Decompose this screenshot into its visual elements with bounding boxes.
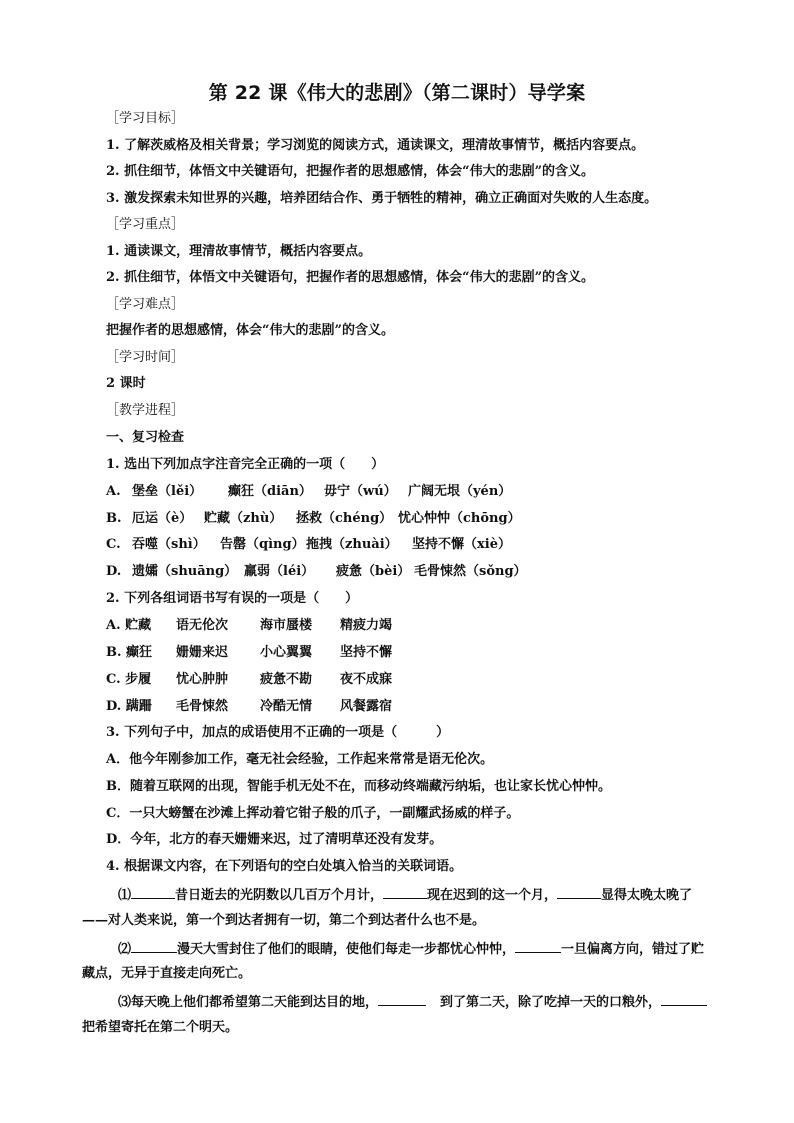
q1-d-label: D. (106, 564, 122, 579)
q2-option-b (106, 644, 392, 662)
q1-b-word-2: 贮藏（zhù） (204, 511, 283, 526)
q1-option-c (106, 536, 511, 554)
q1-d-word-2: 羸弱（léi） (244, 564, 315, 579)
difficulties-text: 把握作者的思想感情，体会“伟大的悲剧”的含义。 (106, 323, 394, 338)
q2-option-c (106, 671, 392, 689)
q4-sentence-1 (118, 885, 692, 905)
q1-c-word-1: 吞噬（shì） (132, 537, 206, 552)
q2-stem: 2. 下列各组词语书写有误的一项是（ ） (106, 591, 359, 606)
q2-a-word-2: 语无伦次 (176, 618, 229, 633)
page-title: 第 22 课《伟大的悲剧》（第二课时）导学案 (208, 82, 586, 104)
q1-d-word-4: 毛骨悚然（sǒng） (414, 564, 527, 579)
difficulties-heading: ［学习难点］ (106, 297, 185, 312)
q4-s3-part-2: 到了第二天，除了吃掉一天的口粮外， (440, 995, 662, 1010)
key-point-item-2: 2. 抓住细节，体悟文中关键语句，把握作者的思想感情，体会“伟大的悲剧”的含义。 (106, 270, 595, 285)
q4-s1-part-2: 现在迟到的这一个月， (427, 888, 558, 903)
q2-option-d (106, 698, 392, 716)
q2-c-word-1: C. 步履 (106, 672, 152, 687)
q2-c-word-3: 疲惫不勘 (260, 672, 313, 687)
q4-s1-part-1: 昔日逝去的光阴数以几百万个月计， (175, 888, 384, 903)
goal-item-1: 1. 了解茨威格及相关背景；学习浏览的阅读方式，通读课文，理清故事情节，概括内容要点。 (106, 138, 645, 153)
q1-stem: 1. 选出下列加点字注音完全正确的一项（ ） (106, 457, 385, 472)
q3-option-a: A．他今年刚参加工作，毫无社会经验，工作起来常常是语无伦次。 (106, 752, 494, 767)
q3-stem: 3. 下列句子中，加点的成语使用不正确的一项是（ ） (106, 725, 450, 740)
q3-option-b: B．随着互联网的出现，智能手机无处不在，而移动终端藏污纳垢，也让家长忧心忡忡。 (106, 779, 611, 794)
q2-b-word-2: 姗姗来迟 (176, 645, 229, 660)
goal-item-3: 3. 激发探索未知世界的兴趣，培养团结合作、勇于牺牲的精神，确立正确面对失败的人生态度。 (106, 191, 658, 206)
q1-option-a (106, 483, 511, 501)
q1-b-word-3: 拯救（chéng） (296, 511, 393, 526)
q1-c-word-2: 告罄（qìng） (220, 537, 305, 552)
q2-b-word-3: 小心翼翼 (260, 645, 313, 660)
q1-a-word-1: 堡垒（lěi） (132, 484, 203, 499)
q4-sentence-3 (118, 992, 707, 1012)
q1-a-label: A. (106, 484, 121, 499)
q4-s2-continuation: 藏点，无异于直接走向死亡。 (82, 966, 252, 981)
q1-b-word-1: 厄运（è） (132, 511, 193, 526)
q4-s1-blank-2[interactable] (383, 885, 427, 899)
q1-b-label: B. (106, 511, 122, 526)
q3-option-c: C．一只大螃蟹在沙滩上挥动着它钳子般的爪子，一副耀武扬威的样子。 (106, 806, 520, 821)
key-point-item-1: 1. 通读课文，理清故事情节，概括内容要点。 (106, 244, 372, 259)
q4-s2-part-2: 一旦偏离方向，错过了贮 (561, 942, 705, 957)
q4-s3-blank-1[interactable] (378, 992, 426, 1006)
q2-b-word-4: 坚持不懈 (340, 645, 393, 660)
q4-stem: 4. 根据课文内容，在下列语句的空白处填入恰当的关联词语。 (106, 859, 463, 874)
q1-c-label: C. (106, 537, 121, 552)
section-review: 一、复习检查 (106, 430, 185, 445)
q4-s3-continuation: 把希望寄托在第二个明天。 (82, 1020, 239, 1035)
q2-d-word-1: D. 蹒跚 (106, 699, 152, 714)
q2-d-word-2: 毛骨悚然 (176, 699, 229, 714)
q4-s1-number: ⑴ (118, 888, 132, 903)
q4-sentence-2 (118, 939, 704, 959)
q2-a-word-3: 海市蜃楼 (260, 618, 313, 633)
q2-c-word-4: 夜不成寐 (340, 672, 393, 687)
q4-s3-part-1: 每天晚上他们都希望第二天能到达目的地， (131, 995, 379, 1010)
time-text: 2 课时 (106, 376, 146, 391)
q1-d-word-3: 疲惫（bèi） (336, 564, 411, 579)
q1-b-word-4: 忧心忡忡（chōng） (398, 511, 521, 526)
q2-d-word-3: 冷酷无情 (260, 699, 313, 714)
q1-a-word-2: 癫狂（diān） (228, 484, 312, 499)
q2-b-word-1: B. 癫狂 (106, 645, 153, 660)
q1-c-word-3: 拖拽（zhuài） (306, 537, 398, 552)
goals-heading: ［学习目标］ (106, 111, 185, 126)
q4-s1-part-3: 显得太晚太晚了 (601, 888, 693, 903)
q4-s2-blank-2[interactable] (515, 939, 561, 953)
key-points-heading: ［学习重点］ (106, 217, 185, 232)
q4-s1-blank-3[interactable] (557, 885, 601, 899)
q1-c-word-4: 坚持不懈（xiè） (412, 537, 511, 552)
q2-option-a (106, 617, 392, 635)
q4-s2-part-1: 漫天大雪封住了他们的眼睛，使他们每走一步都忧心忡忡， (177, 942, 516, 957)
q2-a-word-1: A. 贮藏 (106, 618, 152, 633)
q4-s1-continuation: ——对人类来说，第一个到达者拥有一切，第二个到达者什么也不是。 (82, 913, 486, 928)
goal-item-2: 2. 抓住细节，体悟文中关键语句，把握作者的思想感情，体会“伟大的悲剧”的含义。 (106, 164, 595, 179)
q2-c-word-2: 忧心肿肿 (176, 672, 229, 687)
q1-option-d (106, 563, 527, 581)
q4-s3-number: ⑶ (118, 995, 132, 1010)
q4-s2-number: ⑵ (118, 942, 132, 957)
q1-a-word-3: 毋宁（wú） (324, 484, 397, 499)
q1-a-word-4: 广阔无垠（yén） (408, 484, 512, 499)
time-heading: ［学习时间］ (106, 350, 185, 365)
q1-d-word-1: 遗孀（shuāng） (132, 564, 238, 579)
process-heading: ［教学进程］ (106, 403, 185, 418)
q4-s2-blank-1[interactable] (131, 939, 177, 953)
q2-d-word-4: 风餐露宿 (340, 699, 393, 714)
q4-s1-blank-1[interactable] (131, 885, 175, 899)
q1-option-b (106, 510, 521, 528)
q4-s3-blank-2[interactable] (661, 992, 707, 1006)
q3-option-d: D．今年，北方的春天姗姗来迟，过了清明草还没有发芽。 (106, 832, 443, 847)
q2-a-word-4: 精疲力竭 (340, 618, 393, 633)
